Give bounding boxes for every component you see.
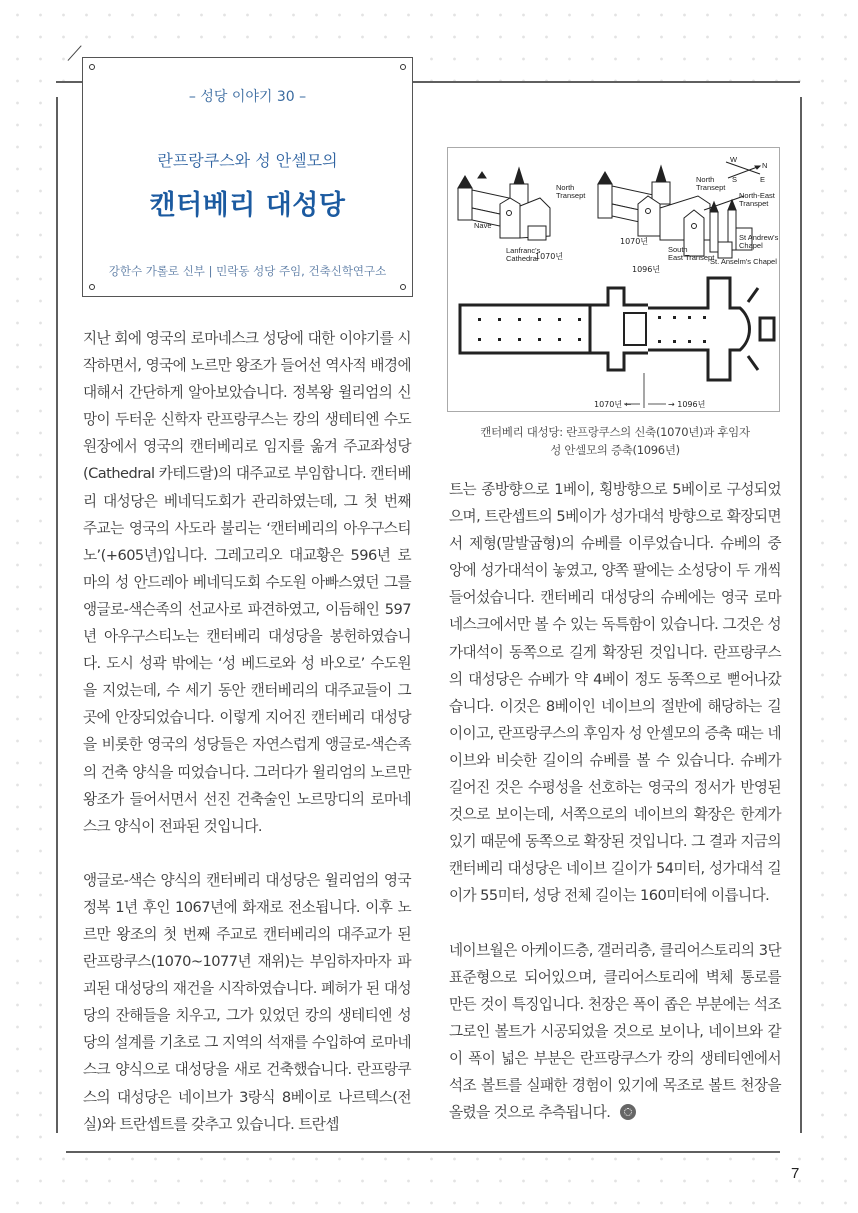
corner-dot-icon	[89, 284, 95, 290]
article-subtitle: 란프랑쿠스와 성 안셀모의	[157, 151, 338, 170]
left-column	[83, 325, 411, 1138]
right-column	[449, 476, 781, 1126]
cathedral-figure	[447, 147, 780, 412]
body-paragraph: 지난 회에 영국의 로마네스크 성당에 대한 이야기를 시작하면서, 영국에 노르만 왕조가 들어선 역사적 배경에 대해서 간단하게 알아보았습니다. 정복왕 윌리엄의 신망이 두터운 신학자 란프랑쿠스는 캉의 생테티엔 수도원장에서 영국의 캔터베리로 임지를 옮겨 주교좌성당(Cathedral 카테드랄)의 대주교로 부임합니다. 캔터베리 대성당은 베네딕도회가 관리하였는데, 그 첫 번째 주교는 영국의 사도라 불리는 ‘캔터베리의 아우구스티노’(+605년)입니다. 그레고리오 대교황은 596년 로마의 성 안드레아 베네딕도회 수도원 아빠스였던 그를 앵글로-색슨족의 선교사로 파견하였고, 이듬해인 597년 아우구스티노는 캔터베리 대성당을 봉헌하였습니다. 도시 성곽 밖에는 ‘성 베드로와 성 바오로’ 수도원을 지었는데, 수 세기 동안 캔터베리의 대주교들이 그곳에 안장되었습니다. 이렇게 지어진 캔터베리 대성당을 비롯한 영국의 성당들은 자연스럽게 앵글로-색슨족의 건축 양식을 띠었습니다. 그러다가 윌리엄의 노르만 왕조가 들어서면서 선진 건축술인 노르망디의 로마네스크 양식이 전파된 것입니다.	[83, 330, 411, 835]
compass-s: S	[732, 175, 738, 184]
corner-fold-line	[68, 45, 82, 61]
article-header-box	[82, 57, 413, 297]
frame-top-line-right	[413, 81, 800, 83]
label-north-east-transept-b: Transpet	[739, 199, 769, 208]
label-year-1070-a: 1070년	[535, 252, 564, 261]
label-south-east-transept-b: East Transept	[668, 253, 715, 262]
compass-e: E	[760, 175, 766, 184]
label-year-1096-a: 1096년	[632, 265, 661, 274]
rosette-end-mark-icon	[620, 1104, 636, 1120]
body-paragraph-text: 네이브월은 아케이드층, 갤러리층, 클리어스토리의 3단 표준형으로 되어있으며, 클리어스토리에 벽체 통로를 만든 것이 특징입니다. 천장은 폭이 좁은 부분에는 석조 그로인 볼트가 시공되었을 것으로 보이나, 네이브와 같이 폭이 넓은 부분은 란프랑쿠스가 캉의 생테티엔에서 석조 볼트를 실패한 경험이 있기에 목조로 볼트 천장을 올렸을 것으로 추측됩니다.	[449, 941, 781, 1122]
figure-caption	[440, 423, 790, 459]
frame-right-line	[800, 97, 802, 1133]
compass-n: N	[762, 161, 768, 170]
label-lanfranc: Lanfranc's	[506, 246, 541, 255]
frame-left-line	[56, 97, 58, 1133]
label-nave: Nave	[474, 221, 492, 230]
body-paragraph: 트는 종방향으로 1베이, 횡방향으로 5베이로 구성되었으며, 트란셉트의 5베이가 성가대석 방향으로 확장되면서 제형(말발굽형)의 슈베를 이루었습니다. 슈베의 중앙에 성가대석이 놓였고, 양쪽 팔에는 소성당이 두 개씩 들어섰습니다. 캔터베리 대성당의 슈베에는 영국 로마네스크에서만 볼 수 있는 독특함이 있습니다. 그것은 성가대석이 동쪽으로 길게 확장된 것입니다. 란프랑쿠스의 대성당은 슈베가 약 4베이 정도 동쪽으로 뻗어나갔습니다. 이것은 8베이인 네이브의 절반에 해당하는 길이이고, 란프랑쿠스의 후임자 성 안셀모의 증축 때는 네이브와 비슷한 길이의 슈베를 볼 수 있습니다. 슈베가 길어진 것은 수평성을 선호하는 영국의 정서가 반영된 것으로 보이는데, 서쪽으로의 네이브의 확장은 한계가 있기 때문에 동쪽으로 확장된 것입니다. 그 결과 지금의 캔터베리 대성당은 네이브 길이가 54미터, 성가대석 길이가 55미터, 성당 전체 길이는 160미터에 이릅니다.	[449, 481, 781, 905]
label-st-andrews: St Andrew's	[739, 233, 779, 242]
label-year-1070-b: 1070년	[620, 237, 649, 246]
label-south-east-transept: South	[668, 245, 688, 254]
label-north-transept-2: North	[696, 175, 715, 184]
frame-bottom-line	[66, 1151, 780, 1153]
compass-w: W	[730, 155, 738, 164]
label-st-anselms: St. Anselm's Chapel	[710, 257, 777, 266]
caption-line-2: 성 안셀모의 증축(1096년)	[550, 443, 680, 457]
plan-year-1070: 1070년 ←	[594, 400, 632, 409]
caption-line-1: 캔터베리 대성당: 란프랑쿠스의 신축(1070년)과 후임자	[480, 425, 750, 439]
label-north-transept-2b: Transept	[696, 183, 726, 192]
label-north-east-transept: North-East	[739, 191, 775, 200]
label-lanfranc-b: Cathedral	[506, 254, 539, 263]
series-label: – 성당 이야기 30 –	[188, 89, 307, 105]
corner-dot-icon	[400, 284, 406, 290]
label-st-andrews-b: Chapel	[739, 241, 763, 250]
plan-year-1096: → 1096년	[668, 400, 706, 409]
body-paragraph	[449, 937, 781, 1127]
frame-top-line	[56, 81, 82, 83]
corner-dot-icon	[400, 64, 406, 70]
body-paragraph: 앵글로-색슨 양식의 캔터베리 대성당은 윌리엄의 영국 정복 1년 후인 1067년에 화재로 전소됩니다. 이후 노르만 왕조의 첫 번째 주교로 캔터베리의 대주교가 된 란프랑쿠스(1070~1077년 재위)는 부임하자마자 파괴된 대성당의 재건을 시작하였습니다. 폐허가 된 대성당의 잔해들을 치우고, 그가 있었던 캉의 생테티엔 성당의 설계를 기초로 그 지역의 석재를 수입하여 로마네스크 양식으로 대성당을 새로 건축했습니다. 란프랑쿠스의 대성당은 네이브가 3랑식 8베이로 나르텍스(전실)와 트란셉트를 갖추고 있습니다. 트란셉	[83, 871, 411, 1133]
label-north-transept-1b: Transept	[556, 191, 586, 200]
article-title: 캔터베리 대성당	[149, 190, 346, 221]
corner-dot-icon	[89, 64, 95, 70]
page-number: 7	[791, 1165, 800, 1182]
author-byline: 강한수 가롤로 신부 | 민락동 성당 주임, 건축신학연구소	[108, 264, 387, 278]
label-north-transept-1: North	[556, 183, 575, 192]
cathedral-illustration	[448, 148, 779, 411]
